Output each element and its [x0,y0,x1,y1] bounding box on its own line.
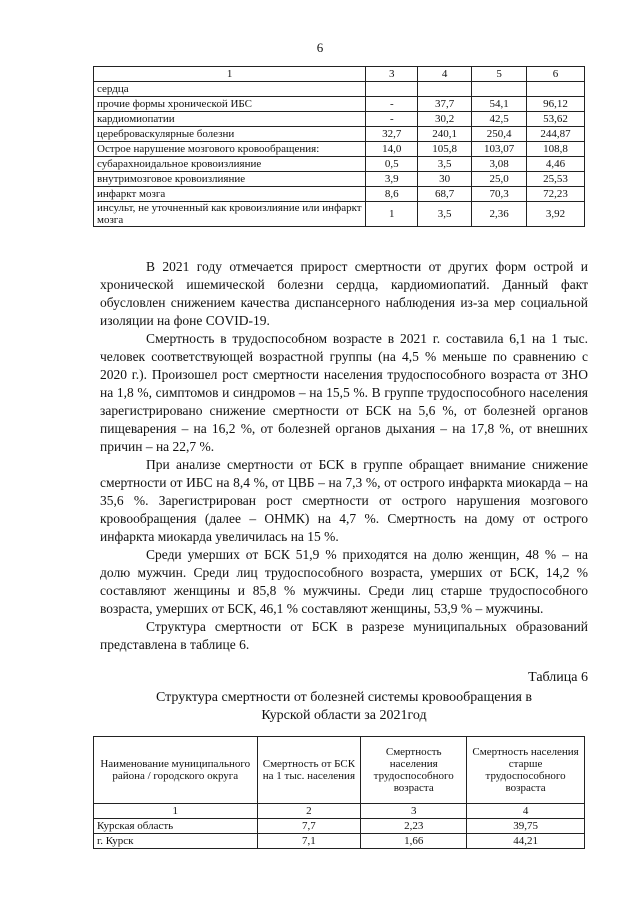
cell-value: 1,66 [361,834,467,849]
table-label: Таблица 6 [528,670,588,685]
column-number: 1 [94,804,258,819]
table-row [94,834,585,849]
cell-value: 250,4 [472,127,527,142]
column-number-row [94,804,585,819]
cell-value: 2,36 [472,202,527,227]
cell-value: 240,1 [418,127,472,142]
cell-value: 25,53 [527,172,585,187]
cell-value: 244,87 [527,127,585,142]
cell-value: 32,7 [366,127,418,142]
cell-value: 14,0 [366,142,418,157]
cell-value: 3,5 [418,202,472,227]
table-row [94,112,585,127]
cell-value: - [366,97,418,112]
column-header: Смертность населения старше трудоспособного возраста [467,737,585,804]
row-label: Острое нарушение мозгового кровообращения: [94,142,366,157]
page-number: 6 [316,40,324,55]
paragraph: Структура смертности от БСК в разрезе муниципальных образований представлена в таблице 6. [100,619,588,652]
cell-value: 25,0 [472,172,527,187]
table-row [94,127,585,142]
row-label: субарахноидальное кровоизлияние [94,157,366,172]
row-label: г. Курск [94,834,258,849]
cell-value: 30 [418,172,472,187]
table-title-line: Курской области за 2021год [261,708,427,723]
column-number: 5 [472,67,527,82]
column-number: 1 [94,67,366,82]
row-label: сердца [94,82,366,97]
cell-value: 54,1 [472,97,527,112]
cell-value: 2,23 [361,819,467,834]
table-row [94,82,585,97]
cell-value: 44,21 [467,834,585,849]
row-label: Курская область [94,819,258,834]
table-row [94,97,585,112]
cell-value: 30,2 [418,112,472,127]
cell-value [366,82,418,97]
column-number: 4 [418,67,472,82]
cell-value: 108,8 [527,142,585,157]
column-header: Смертность населения трудоспособного возраста [361,737,467,804]
row-label: внутримозговое кровоизлияние [94,172,366,187]
column-header: Смертность от БСК на 1 тыс. населения [257,737,361,804]
row-label: прочие формы хронической ИБС [94,97,366,112]
table-header-row [94,67,585,82]
paragraph: При анализе смертности от БСК в группе обращает внимание снижение смертности от ИБС на 8,4 %, от ЦВБ – на 7,3 %, от острого инфаркта миокарда – на 35,6 %. Зарегистрирован рост смертности от острого нарушения мозгового кровообращения (далее – ОНМК) на 4,7 %. Смертность на дому от острого инфаркта миокарда увеличилась на 15 %. [100,457,588,544]
cell-value: 3,5 [418,157,472,172]
cell-value: 96,12 [527,97,585,112]
row-label: кардиомиопатии [94,112,366,127]
cell-value: 3,9 [366,172,418,187]
table-row [94,172,585,187]
cell-value: 105,8 [418,142,472,157]
cell-value: 7,1 [257,834,361,849]
table-row [94,202,585,227]
cell-value: 3,08 [472,157,527,172]
cell-value [527,82,585,97]
row-label: инсульт, не уточненный как кровоизлияние или инфаркт мозга [94,202,366,227]
table-title-line: Структура смертности от болезней системы кровообращения в [155,690,533,705]
table-row [94,187,585,202]
column-header: Наименование муниципального района / городского округа [94,737,258,804]
column-number: 2 [257,804,361,819]
cell-value: 53,62 [527,112,585,127]
cell-value: 0,5 [366,157,418,172]
cell-value: 7,7 [257,819,361,834]
cell-value: 8,6 [366,187,418,202]
cell-value: 42,5 [472,112,527,127]
body-text [100,258,588,654]
table-header-row [94,737,585,804]
paragraph: Смертность в трудоспособном возрасте в 2021 г. составила 6,1 на 1 тыс. человек соответствующей возрастной группы (на 4,5 % меньше по сравнению с 2020 г.). Произошел рост смертности населения трудоспособного возраста от ЗНО на 1,8 %, симптомов и синдромов – на 15,5 %. В группе трудоспособного населения зарегистрировано снижение смертности от БСК на 5,6 %, от болезней органов пищеварения – на 16,2 %, от болезней органов дыхания – на 17,8 %, от внешних причин – на 22,7 %. [100,331,588,454]
cell-value: 37,7 [418,97,472,112]
cell-value [472,82,527,97]
row-label: инфаркт мозга [94,187,366,202]
cell-value: 103,07 [472,142,527,157]
municipal-mortality-table [93,736,585,849]
mortality-causes-table [93,66,585,227]
table-title [100,689,588,725]
cell-value: 4,46 [527,157,585,172]
cell-value: 68,7 [418,187,472,202]
row-label: цереброваскулярные болезни [94,127,366,142]
cell-value: 3,92 [527,202,585,227]
cell-value: 72,23 [527,187,585,202]
paragraph: Среди умерших от БСК 51,9 % приходятся на долю женщин, 48 % – на долю мужчин. Среди лиц трудоспособного возраста, умерших от БСК, 14,2 % составляют женщины и 85,8 % мужчины. Среди лиц старше трудоспособного возраста, умерших от БСК, 46,1 % составляют женщины, 53,9 % – мужчины. [100,547,588,616]
cell-value: 70,3 [472,187,527,202]
column-number: 3 [361,804,467,819]
table-row [94,157,585,172]
cell-value: 1 [366,202,418,227]
table-row [94,142,585,157]
paragraph: В 2021 году отмечается прирост смертности от других форм острой и хронической ишемической болезни сердца, кардиомиопатий. Данный факт обусловлен снижением качества диспансерного наблюдения из-за мер социальной изоляции на фоне COVID-19. [100,259,588,328]
column-number: 3 [366,67,418,82]
table-row [94,819,585,834]
cell-value: - [366,112,418,127]
column-number: 6 [527,67,585,82]
column-number: 4 [467,804,585,819]
cell-value [418,82,472,97]
cell-value: 39,75 [467,819,585,834]
